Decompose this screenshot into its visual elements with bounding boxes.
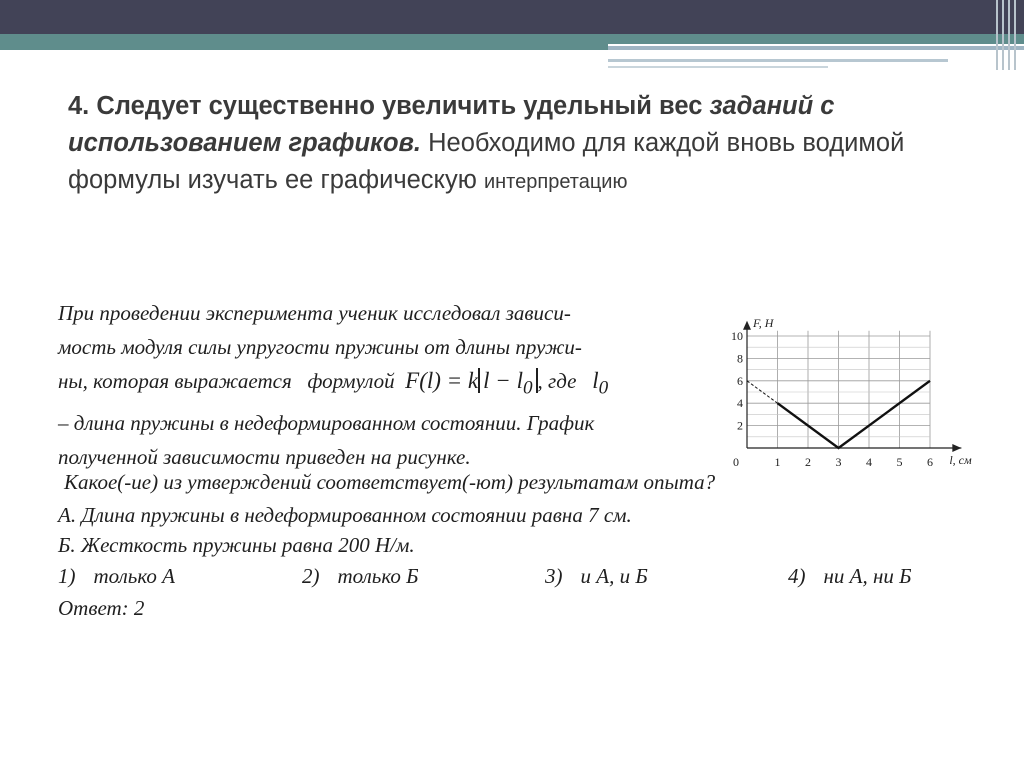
heading-small-text: интерпретацию — [483, 171, 628, 193]
option-4: 4) ни А, ни Б — [788, 564, 912, 588]
header-line — [608, 46, 1024, 50]
y-tick-label: 2 — [737, 418, 743, 433]
statement-a: А. Длина пружины в недеформированном состоянии равна 7 см. — [58, 503, 632, 527]
option-2: 2) только Б — [302, 564, 419, 588]
y-axis-label: F, Н — [753, 315, 774, 330]
header-line — [608, 59, 948, 62]
question-text: Какое(-ие) из утверждений соответствует(-ют) результатам опыта? — [64, 470, 716, 494]
y-tick-label: 8 — [737, 351, 743, 366]
y-tick-label: 4 — [737, 396, 743, 411]
heading-number: 4. — [68, 92, 90, 120]
task-line: При проведении эксперимента ученик исследовал зависи- — [58, 301, 571, 325]
task-line: полученной зависимости приведен на рисунке. — [58, 444, 471, 469]
answer-options — [58, 564, 958, 594]
header-vertical-lines — [992, 0, 1024, 70]
header-line — [608, 66, 828, 68]
task-text — [58, 296, 718, 474]
force-length-graph — [725, 296, 975, 476]
task-line: мость модуля силы упругости пружины от длины пружи- — [58, 335, 582, 359]
x-tick-label: 1 — [774, 455, 781, 469]
formula: F(l) = k $l - l_0$ — [405, 368, 537, 393]
x-tick-label: 3 — [835, 455, 842, 469]
x-axis-label: l, см — [949, 453, 972, 467]
statement-b: Б. Жесткость пружины равна 200 Н/м. — [58, 533, 415, 557]
x-tick-label: 5 — [896, 455, 903, 469]
x-tick-label: 6 — [927, 455, 933, 469]
y-axis-arrow — [743, 321, 751, 330]
x-tick-label: 4 — [866, 455, 872, 469]
header-accent-band-lower — [0, 44, 608, 50]
heading-italic-text: заданий с использованием графиков. — [68, 92, 835, 157]
y-tick-label: 10 — [731, 329, 743, 343]
origin-label: 0 — [733, 455, 739, 469]
option-1: 1) только А — [58, 564, 175, 588]
task-line-formula: ны, которая выражается формулой F(l) = k $l - l_0$ , где $l_0$ — [58, 368, 609, 399]
header-band — [0, 0, 1024, 34]
x-axis-arrow — [952, 444, 961, 452]
heading-bold-text: Следует существенно увеличить удельный вес — [96, 92, 703, 120]
task-line: – длина пружины в недеформированном состоянии. График — [58, 410, 595, 435]
answer-text: Ответ: 2 — [58, 596, 145, 620]
option-3: 3) и А, и Б — [545, 564, 648, 588]
x-tick-label: 2 — [805, 455, 811, 469]
heading-text: Необходимо для каждой вновь водимой формулы изучать ее графическую — [68, 129, 905, 194]
l0-symbol: $l_0$ — [592, 368, 609, 399]
y-tick-label: 6 — [737, 373, 743, 388]
slide-heading — [68, 88, 948, 201]
header-accent-band — [0, 34, 1024, 44]
